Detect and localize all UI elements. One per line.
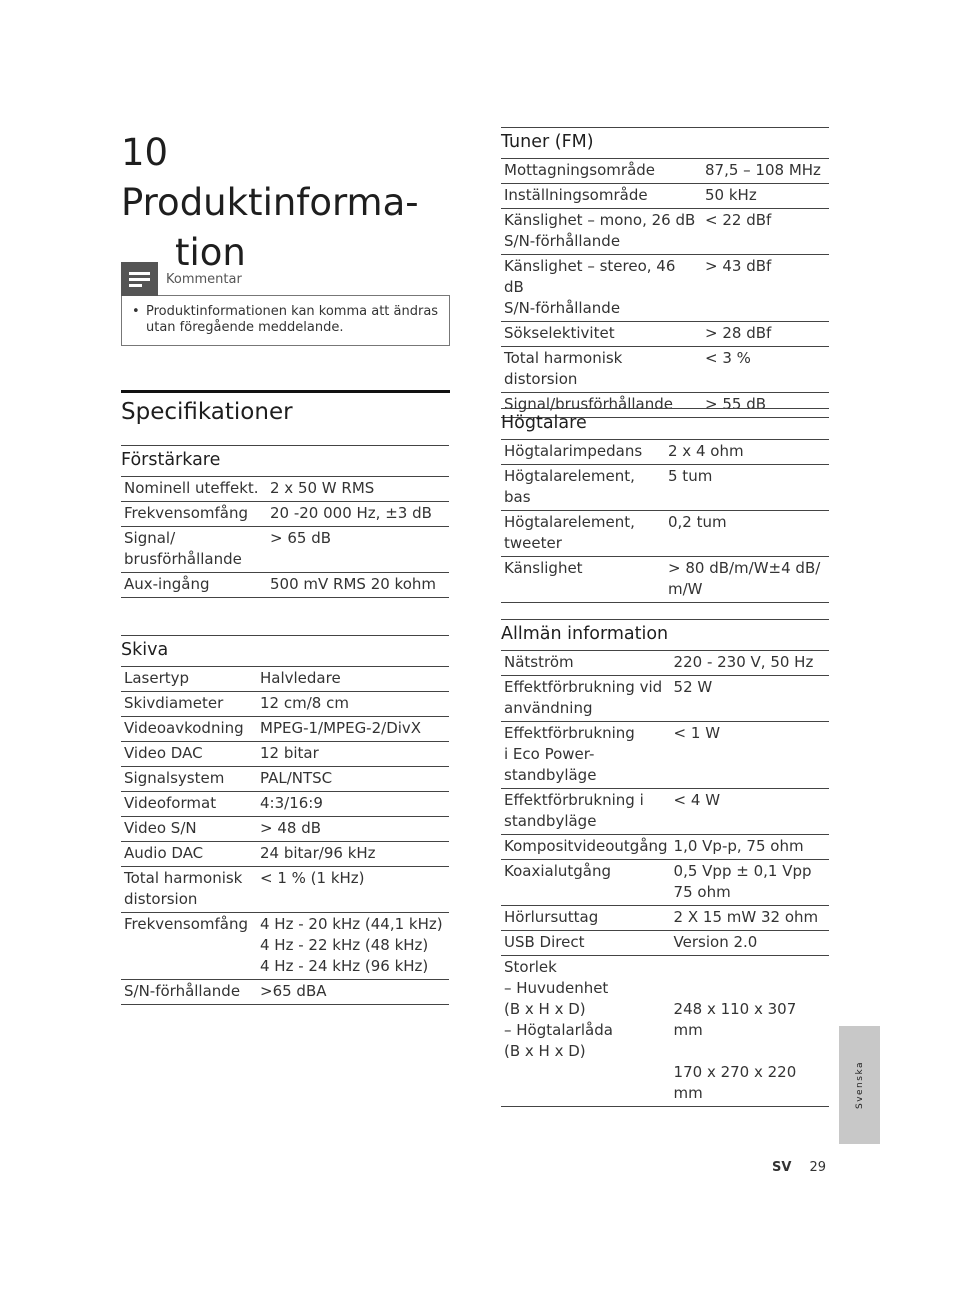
spec-value: 5 tum (665, 465, 829, 511)
spec-label: Känslighet – mono, 26 dB S/N-förhållande (501, 209, 702, 255)
spec-row (121, 717, 449, 742)
spec-value: 0,5 Vpp ± 0,1 Vpp 75 ohm (671, 860, 829, 906)
chapter-title-line1: Produktinforma- (121, 181, 419, 224)
spec-label: Storlek – Huvudenhet (B x H x D) – Högtalarlåda (B x H x D) (501, 956, 671, 1107)
spec-row (501, 557, 829, 603)
spec-value: MPEG-1/MPEG-2/DivX (257, 717, 449, 742)
spec-row (121, 502, 449, 527)
spec-row (501, 676, 829, 722)
spec-label: Effektförbrukning i Eco Power- standbyläge (501, 722, 671, 789)
spec-label: Hörlursuttag (501, 906, 671, 931)
note-label: Kommentar (166, 271, 242, 287)
spec-row (501, 651, 829, 676)
spec-row (121, 692, 449, 717)
spec-label: Signal/brusförhållande (501, 393, 702, 418)
spec-label: Total harmonisk distorsion (501, 347, 702, 393)
speakers-title: Högtalare (501, 408, 829, 440)
spec-row (501, 322, 829, 347)
spec-value: > 80 dB/m/W±4 dB/ m/W (665, 557, 829, 603)
spec-value: < 4 W (671, 789, 829, 835)
spec-row (501, 956, 829, 1107)
spec-row (501, 209, 829, 255)
spec-value: > 48 dB (257, 817, 449, 842)
spec-label: Inställningsområde (501, 184, 702, 209)
spec-row (121, 913, 449, 980)
spec-row (121, 867, 449, 913)
spec-label: Total harmonisk distorsion (121, 867, 257, 913)
spec-label: Nätström (501, 651, 671, 676)
spec-row (121, 477, 449, 502)
speakers-section (501, 408, 829, 603)
spec-value: 24 bitar/96 kHz (257, 842, 449, 867)
note-box (121, 262, 450, 346)
spec-label: Nominell uteffekt. (121, 477, 267, 502)
spec-row (121, 842, 449, 867)
spec-value: 12 bitar (257, 742, 449, 767)
spec-value: > 55 dB (702, 393, 829, 418)
spec-value: 4 Hz - 20 kHz (44,1 kHz) 4 Hz - 22 kHz (48 kHz) 4 Hz - 24 kHz (96 kHz) (257, 913, 449, 980)
spec-label: Effektförbrukning vid användning (501, 676, 671, 722)
spec-label: Video S/N (121, 817, 257, 842)
spec-label: Sökselektivitet (501, 322, 702, 347)
spec-label: Aux-ingång (121, 573, 267, 598)
spec-value: < 3 % (702, 347, 829, 393)
spec-label: Effektförbrukning i standbyläge (501, 789, 671, 835)
specs-heading: Specifikationer (121, 390, 450, 425)
spec-label: Högtalarelement, bas (501, 465, 665, 511)
spec-value: 87,5 – 108 MHz (702, 159, 829, 184)
spec-row (121, 742, 449, 767)
spec-label: USB Direct (501, 931, 671, 956)
spec-label: Högtalarelement, tweeter (501, 511, 665, 557)
chapter-number: 10 (121, 131, 169, 174)
spec-value: 2 X 15 mW 32 ohm (671, 906, 829, 931)
spec-row (501, 440, 829, 465)
spec-value: < 1 W (671, 722, 829, 789)
spec-label: Audio DAC (121, 842, 257, 867)
note-item: • Produktinformationen kan komma att ändras utan föregående meddelande. (132, 304, 439, 336)
spec-row (121, 792, 449, 817)
chapter-title-line2: tion (175, 231, 246, 274)
spec-label: Videoavkodning (121, 717, 257, 742)
spec-value: < 22 dBf (702, 209, 829, 255)
general-title: Allmän information (501, 619, 829, 651)
spec-row (501, 465, 829, 511)
spec-value: Version 2.0 (671, 931, 829, 956)
spec-value: 0,2 tum (665, 511, 829, 557)
spec-label: Skivdiameter (121, 692, 257, 717)
spec-value: 2 x 50 W RMS (267, 477, 449, 502)
spec-row (501, 931, 829, 956)
spec-label: Video DAC (121, 742, 257, 767)
note-icon (121, 262, 158, 296)
spec-row (121, 980, 449, 1005)
spec-label: Videoformat (121, 792, 257, 817)
spec-value: > 65 dB (267, 527, 449, 573)
spec-label: Känslighet (501, 557, 665, 603)
amplifier-title: Förstärkare (121, 445, 449, 477)
spec-label: Signalsystem (121, 767, 257, 792)
spec-row (501, 184, 829, 209)
spec-label: Mottagningsområde (501, 159, 702, 184)
spec-value: >65 dBA (257, 980, 449, 1005)
spec-label: Frekvensomfång (121, 913, 257, 980)
spec-row (501, 511, 829, 557)
note-content (121, 295, 450, 346)
disc-table (121, 667, 449, 1005)
chapter-title (121, 128, 461, 278)
general-section (501, 619, 829, 1107)
amplifier-section (121, 445, 449, 598)
spec-value: 50 kHz (702, 184, 829, 209)
spec-row (501, 860, 829, 906)
language-side-tab (839, 1026, 880, 1144)
language-side-tab-label: Svenska (854, 1060, 865, 1110)
disc-title: Skiva (121, 635, 449, 667)
page-number: 29 (809, 1160, 826, 1175)
spec-row (501, 789, 829, 835)
spec-row (121, 667, 449, 692)
spec-label: Högtalarimpedans (501, 440, 665, 465)
spec-label: Frekvensomfång (121, 502, 267, 527)
spec-value: 2 x 4 ohm (665, 440, 829, 465)
spec-value: > 28 dBf (702, 322, 829, 347)
spec-value: 20 -20 000 Hz, ±3 dB (267, 502, 449, 527)
spec-label: Signal/ brusförhållande (121, 527, 267, 573)
spec-row (501, 835, 829, 860)
spec-value: 220 - 230 V, 50 Hz (671, 651, 829, 676)
spec-row (501, 906, 829, 931)
amplifier-table (121, 477, 449, 598)
general-table (501, 651, 829, 1107)
spec-value: 1,0 Vp-p, 75 ohm (671, 835, 829, 860)
tuner-section (501, 127, 829, 418)
spec-row (501, 347, 829, 393)
spec-label: Kompositvideoutgång (501, 835, 671, 860)
spec-value: PAL/NTSC (257, 767, 449, 792)
spec-row (121, 767, 449, 792)
spec-value: 248 x 110 x 307 mm 170 x 270 x 220 mm (671, 956, 829, 1107)
spec-row (121, 817, 449, 842)
spec-value: Halvledare (257, 667, 449, 692)
spec-label: Koaxialutgång (501, 860, 671, 906)
spec-value: 52 W (671, 676, 829, 722)
spec-label: S/N-förhållande (121, 980, 257, 1005)
spec-row (501, 159, 829, 184)
spec-row (121, 573, 449, 598)
spec-row (501, 722, 829, 789)
footer-language: SV (772, 1160, 792, 1175)
spec-value: > 43 dBf (702, 255, 829, 322)
spec-value: 12 cm/8 cm (257, 692, 449, 717)
spec-value: 500 mV RMS 20 kohm (267, 573, 449, 598)
spec-label: Känslighet – stereo, 46 dB S/N-förhållande (501, 255, 702, 322)
disc-section (121, 635, 449, 1005)
spec-value: < 1 % (1 kHz) (257, 867, 449, 913)
speakers-table (501, 440, 829, 603)
note-header (121, 262, 450, 296)
spec-label: Lasertyp (121, 667, 257, 692)
page-footer (772, 1160, 826, 1175)
tuner-table (501, 159, 829, 418)
spec-row (121, 527, 449, 573)
spec-row (501, 255, 829, 322)
spec-value: 4:3/16:9 (257, 792, 449, 817)
tuner-title: Tuner (FM) (501, 127, 829, 159)
